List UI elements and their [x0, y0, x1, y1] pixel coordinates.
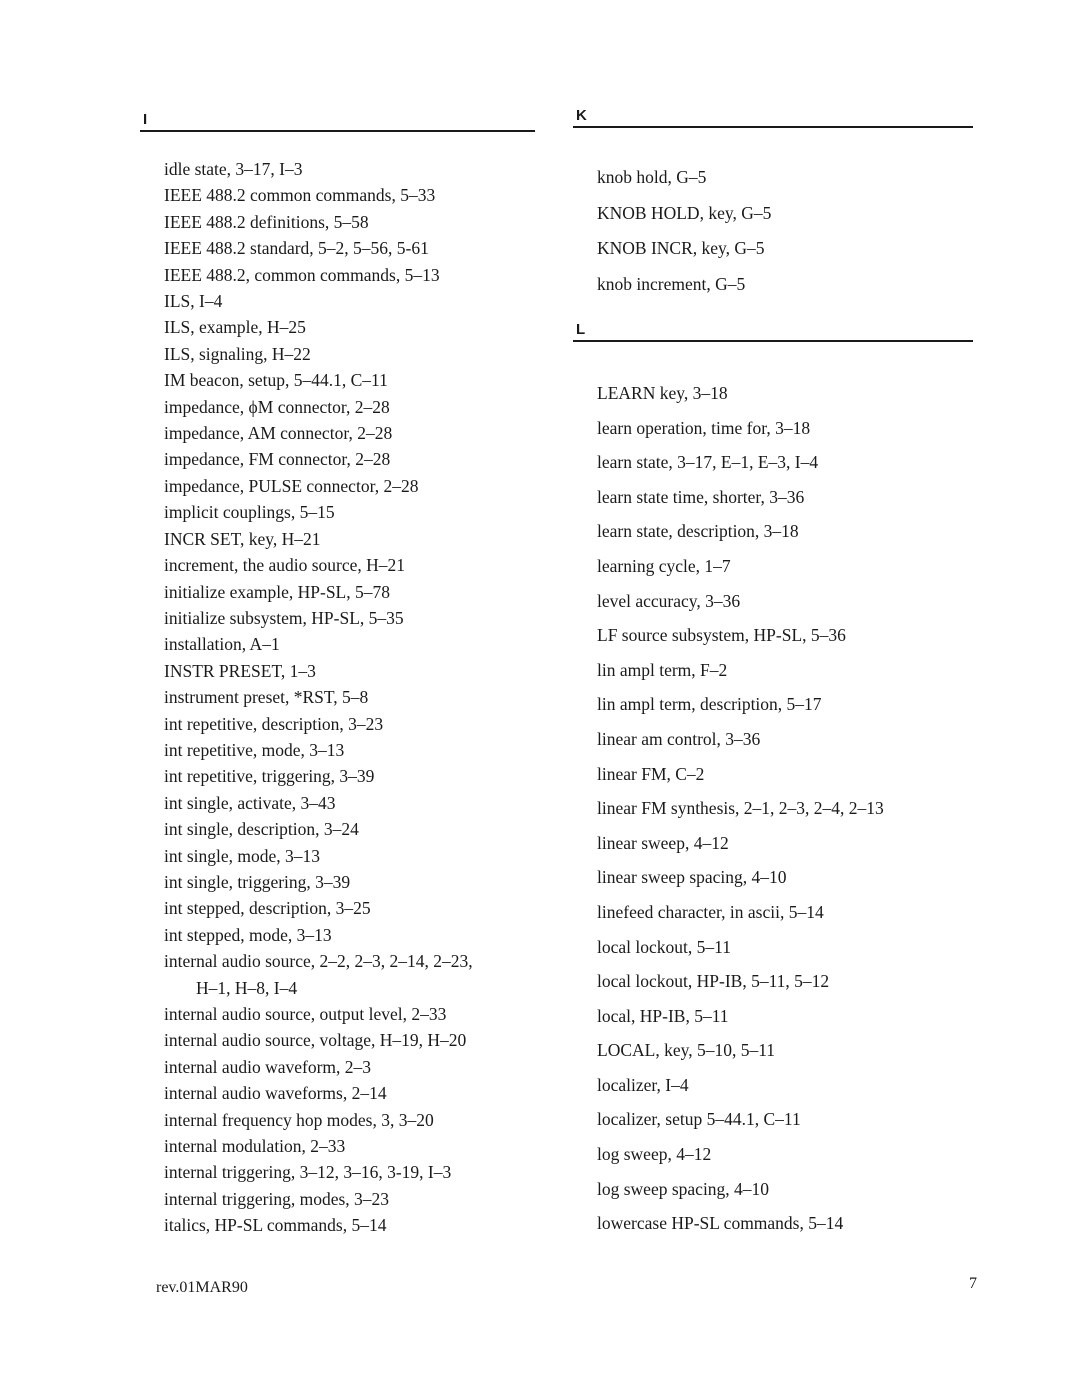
index-entry: INSTR PRESET, 1–3: [164, 660, 316, 681]
index-entry: internal audio waveforms, 2–14: [164, 1083, 387, 1104]
index-entry: ILS, example, H–25: [164, 317, 306, 338]
index-entry: ILS, I–4: [164, 291, 223, 312]
index-entry: localizer, setup 5–44.1, C–11: [597, 1109, 801, 1130]
index-entry: level accuracy, 3–36: [597, 590, 741, 611]
index-entry: IEEE 488.2, common commands, 5–13: [164, 264, 440, 285]
index-entry: int repetitive, description, 3–23: [164, 713, 384, 734]
section-letter: K: [576, 107, 587, 124]
index-entry: lin ampl term, F–2: [597, 659, 728, 680]
index-entry: internal modulation, 2–33: [164, 1136, 346, 1157]
index-entry: int repetitive, triggering, 3–39: [164, 766, 375, 787]
index-entry: KNOB HOLD, key, G–5: [597, 202, 772, 223]
index-entry: log sweep spacing, 4–10: [597, 1178, 770, 1199]
section-rule: [573, 126, 973, 128]
index-entry: initialize subsystem, HP-SL, 5–35: [164, 607, 404, 628]
index-entry: LOCAL, key, 5–10, 5–11: [597, 1040, 776, 1061]
index-entry: increment, the audio source, H–21: [164, 555, 406, 576]
index-entry: impedance, FM connector, 2–28: [164, 449, 391, 470]
index-entry: local lockout, 5–11: [597, 936, 731, 957]
index-entry: IEEE 488.2 common commands, 5–33: [164, 185, 436, 206]
index-entry: learn state, description, 3–18: [597, 521, 799, 542]
index-entry: initialize example, HP-SL, 5–78: [164, 581, 390, 602]
index-entry: learn state time, shorter, 3–36: [597, 486, 805, 507]
index-entry: internal triggering, modes, 3–23: [164, 1188, 390, 1209]
index-entry: learning cycle, 1–7: [597, 555, 731, 576]
index-column-left: [140, 112, 535, 1239]
index-entry: int stepped, mode, 3–13: [164, 924, 332, 945]
index-entry: impedance, PULSE connector, 2–28: [164, 475, 419, 496]
index-entry: int single, description, 3–24: [164, 819, 359, 840]
index-entry: knob hold, G–5: [597, 167, 707, 187]
index-entry: learn operation, time for, 3–18: [597, 417, 811, 438]
section-header-k: [573, 108, 973, 130]
revision-label: rev.01MAR90: [156, 1279, 248, 1296]
index-entry: int repetitive, mode, 3–13: [164, 739, 345, 760]
index-entry: linefeed character, in ascii, 5–14: [597, 901, 824, 922]
index-entry: ILS, signaling, H–22: [164, 343, 311, 364]
section-letter: I: [143, 111, 148, 128]
index-entry: idle state, 3–17, I–3: [164, 159, 303, 179]
index-entry: int stepped, description, 3–25: [164, 898, 371, 919]
index-entry: log sweep, 4–12: [597, 1144, 712, 1165]
index-entry: local, HP-IB, 5–11: [597, 1005, 729, 1026]
page-number: 7: [969, 1275, 977, 1292]
entry-list-i: [164, 156, 535, 1239]
index-entry: italics, HP-SL commands, 5–14: [164, 1215, 387, 1236]
index-entry: LF source subsystem, HP-SL, 5–36: [597, 625, 846, 646]
index-entry: learn state, 3–17, E–1, E–3, I–4: [597, 452, 819, 473]
index-entry: INCR SET, key, H–21: [164, 528, 321, 549]
index-entry: IEEE 488.2 definitions, 5–58: [164, 211, 369, 232]
index-entry: internal audio waveform, 2–3: [164, 1056, 372, 1077]
index-entry: KNOB INCR, key, G–5: [597, 238, 765, 258]
index-entry: linear sweep, 4–12: [597, 832, 729, 853]
index-entry: linear FM, C–2: [597, 763, 705, 784]
index-entry: int single, triggering, 3–39: [164, 871, 351, 892]
index-entry: IM beacon, setup, 5–44.1, C–11: [164, 370, 388, 391]
section-rule: [140, 130, 535, 132]
index-entry: instrument preset, *RST, 5–8: [164, 687, 369, 708]
section-header-l: [573, 322, 973, 344]
index-entry: lin ampl term, description, 5–17: [597, 694, 822, 715]
index-entry: knob increment, G–5: [597, 273, 746, 294]
index-entry: lowercase HP-SL commands, 5–14: [597, 1213, 844, 1234]
index-column-right: [573, 108, 973, 1241]
index-entry: linear am control, 3–36: [597, 728, 761, 749]
index-entry: installation, A–1: [164, 634, 280, 655]
entry-list-l: [597, 376, 973, 1241]
index-entry: internal triggering, 3–12, 3–16, 3-19, I–3: [164, 1162, 452, 1183]
index-entry: impedance, AM connector, 2–28: [164, 423, 393, 444]
index-entry: LEARN key, 3–18: [597, 383, 728, 403]
index-entry: int single, activate, 3–43: [164, 792, 336, 813]
index-entry: linear sweep spacing, 4–10: [597, 867, 787, 888]
index-entry: int single, mode, 3–13: [164, 845, 321, 866]
index-entry-continuation: H–1, H–8, I–4: [196, 977, 298, 998]
section-letter: L: [576, 321, 586, 338]
index-entry: internal frequency hop modes, 3, 3–20: [164, 1109, 434, 1130]
section-rule: [573, 340, 973, 342]
index-entry: internal audio source, voltage, H–19, H–20: [164, 1030, 467, 1051]
index-entry: local lockout, HP-IB, 5–11, 5–12: [597, 971, 830, 992]
index-entry: implicit couplings, 5–15: [164, 502, 335, 523]
index-entry: impedance, ϕM connector, 2–28: [164, 396, 390, 417]
index-entry: IEEE 488.2 standard, 5–2, 5–56, 5-61: [164, 238, 429, 259]
index-entry: localizer, I–4: [597, 1074, 689, 1095]
index-entry: internal audio source, output level, 2–33: [164, 1004, 447, 1024]
index-entry: linear FM synthesis, 2–1, 2–3, 2–4, 2–13: [597, 798, 884, 819]
entry-list-k: [597, 160, 973, 302]
index-entry-text: internal audio source, 2–2, 2–3, 2–14, 2–23,: [164, 951, 473, 972]
index-entry: [164, 948, 535, 1001]
section-header-i: [140, 112, 535, 134]
